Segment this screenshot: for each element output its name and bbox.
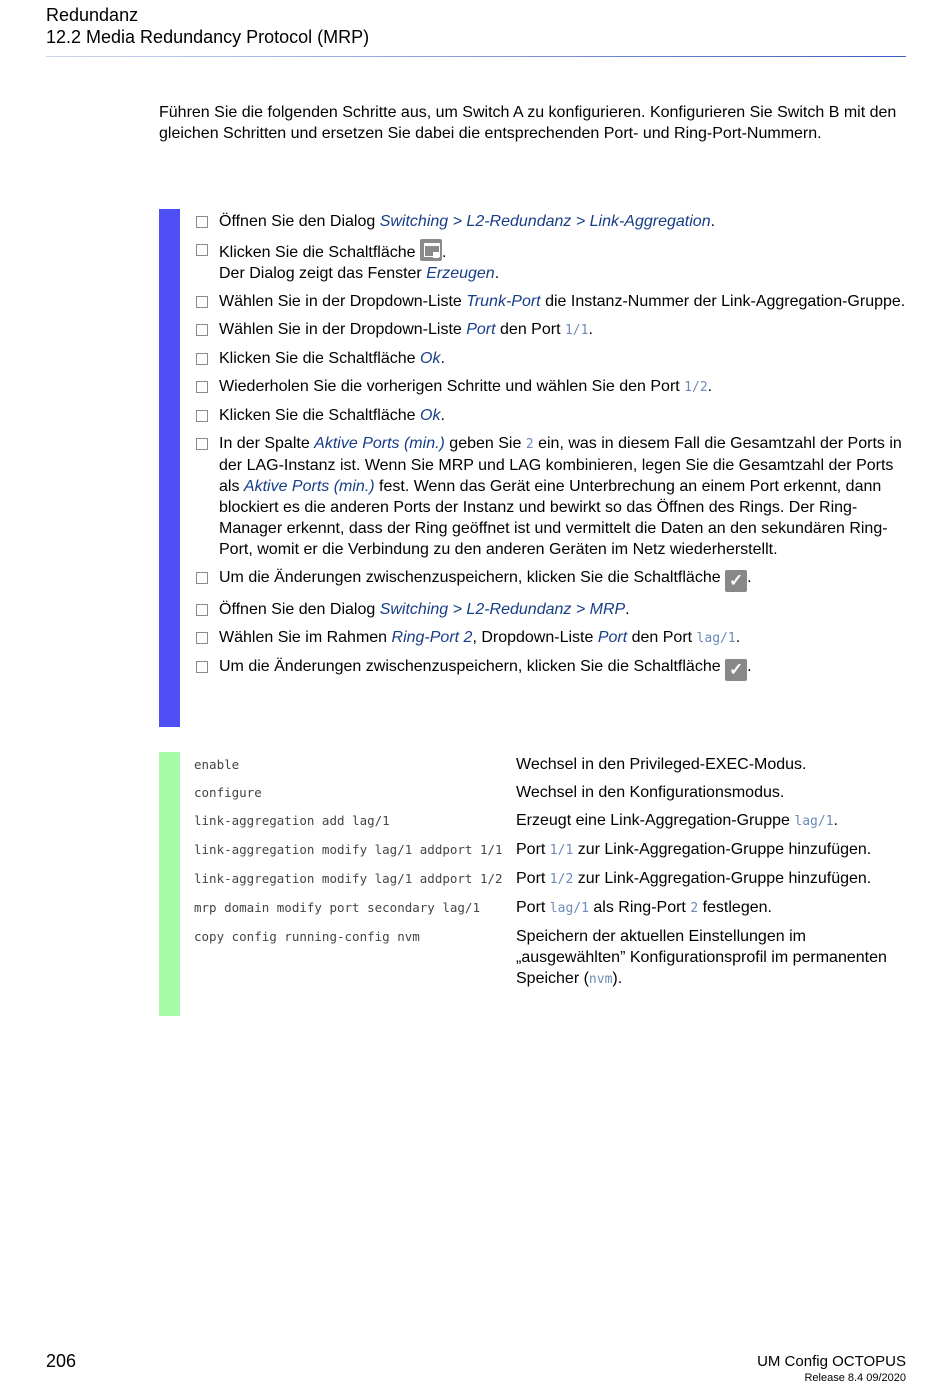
text-segment: Öffnen Sie den Dialog (219, 601, 380, 618)
cli-description (516, 782, 909, 803)
text-segment: Port (516, 841, 550, 858)
cli-command: configure (194, 785, 262, 800)
create-icon (420, 239, 442, 261)
page-number: 206 (46, 1351, 77, 1371)
text-segment: Klicken Sie die Schaltfläche (219, 350, 420, 367)
checkbox-icon (196, 324, 208, 336)
save-icon: ✓ (725, 570, 747, 592)
cli-row (194, 810, 909, 832)
cli-command: copy config running-config nvm (194, 929, 420, 944)
text-segment: Speichern der aktuellen Einstellungen im „ausgewählten” Konfigurationsprofil im permanenten Speicher ( (516, 928, 887, 987)
text-segment: Port (516, 899, 550, 916)
text-segment: Klicken Sie die Schaltfläche (219, 407, 420, 424)
code-value: lag/1 (696, 631, 736, 646)
section-title: 12.2 Media Redundancy Protocol (MRP) (46, 27, 370, 47)
step-item (196, 567, 911, 592)
cli-description (516, 897, 909, 919)
text-segment: Wählen Sie in der Dropdown-Liste (219, 321, 467, 338)
ui-reference: Ok (420, 350, 441, 367)
cli-description (516, 839, 909, 861)
step-item (196, 319, 911, 341)
step-item (196, 376, 911, 398)
text-segment: festlegen. (698, 899, 772, 916)
text-segment: . (747, 569, 752, 586)
intro-paragraph: Führen Sie die folgenden Schritte aus, um Switch A zu konfigurieren. Konfigurieren Sie Switch B mit den gleichen Schritten und ersetzen Sie dabei die entsprechenden Port- und Ring-Port-Nummern. (159, 104, 897, 142)
text-segment: ein, was in diesem Fall die Gesamtzahl der Ports in der LAG-Instanz ist. Wenn Sie MRP und LAG kombinieren, legen Sie die Gesamtzahl der Ports als (219, 435, 902, 495)
cli-description (516, 810, 909, 832)
text-segment: . (625, 601, 630, 618)
text-segment: zur Link-Aggregation-Gruppe hinzufügen. (573, 841, 872, 858)
cli-description (516, 754, 909, 775)
text-segment: Um die Änderungen zwischenzuspeichern, klicken Sie die Schaltfläche (219, 658, 726, 675)
code-value: 2 (690, 901, 699, 916)
checkbox-icon (196, 216, 208, 228)
text-segment: . (735, 629, 741, 646)
text-segment: Wechsel in den Privileged-EXEC-Modus. (516, 756, 807, 773)
text-segment: . (588, 321, 593, 338)
cli-row (194, 926, 909, 990)
ui-reference: Trunk-Port (466, 293, 541, 310)
text-segment: den Port (627, 629, 697, 646)
text-segment: In der Spalte (219, 435, 315, 452)
text-segment: . (707, 378, 713, 395)
cli-command: enable (194, 757, 240, 772)
code-value: lag/1 (794, 814, 834, 829)
text-segment: . (440, 407, 445, 424)
checkbox-icon (196, 604, 208, 616)
checkbox-icon (196, 632, 208, 644)
text-segment: Klicken Sie die Schaltfläche (219, 244, 420, 261)
cli-command: link-aggregation add lag/1 (194, 813, 390, 828)
text-segment: . (747, 658, 752, 675)
step-list (196, 211, 911, 688)
cli-command: link-aggregation modify lag/1 addport 1/1 (194, 842, 503, 857)
step-item (196, 211, 911, 232)
cli-row (194, 782, 909, 803)
checkbox-icon (196, 661, 208, 673)
cli-description (516, 868, 909, 890)
checkbox-icon (196, 353, 208, 365)
ui-reference: Port (597, 629, 628, 646)
step-item (196, 291, 911, 312)
cli-command: mrp domain modify port secondary lag/1 (194, 900, 480, 915)
checkbox-icon (196, 438, 208, 450)
step-item (196, 627, 911, 649)
ui-reference: Switching > L2-Redundanz > MRP (379, 601, 626, 618)
header-rule (46, 56, 906, 57)
cli-bar (159, 752, 180, 1016)
checkbox-icon (196, 410, 208, 422)
step-item (196, 656, 911, 681)
text-segment: ). (612, 970, 623, 987)
step-item (196, 599, 911, 620)
text-segment: . (494, 265, 500, 282)
checkbox-icon (196, 244, 208, 256)
text-segment: als Ring-Port (588, 899, 691, 916)
step-item (196, 405, 911, 426)
code-value: 2 (525, 437, 534, 452)
checkbox-icon (196, 381, 208, 393)
text-segment: Der Dialog zeigt das Fenster (219, 265, 427, 282)
step-item (196, 239, 911, 284)
checkbox-icon (196, 572, 208, 584)
checkbox-icon (196, 296, 208, 308)
text-segment: den Port (495, 321, 565, 338)
text-segment: geben Sie (444, 435, 526, 452)
cli-row (194, 868, 909, 890)
ui-reference: Ok (420, 407, 441, 424)
code-value: 1/2 (684, 380, 708, 395)
text-segment: Wechsel in den Konfigurationsmodus. (516, 784, 785, 801)
cli-row (194, 897, 909, 919)
save-icon: ✓ (725, 659, 747, 681)
instructions-bar (159, 209, 180, 727)
ui-reference: Aktive Ports (min.) (314, 435, 445, 452)
code-value: 1/1 (564, 323, 589, 338)
code-value: lag/1 (549, 901, 589, 916)
ui-reference: Port (466, 321, 496, 338)
text-segment: die Instanz-Nummer der Link-Aggregation-Gruppe. (540, 293, 906, 310)
ui-reference: Switching > L2-Redundanz > Link-Aggregation (379, 213, 711, 230)
cli-command-table (194, 754, 909, 997)
manual-name: UM Config OCTOPUS (757, 1353, 906, 1370)
text-segment: . (710, 213, 716, 230)
step-item (196, 433, 911, 560)
code-value: 1/1 (549, 843, 574, 858)
text-segment: Erzeugt eine Link-Aggregation-Gruppe (516, 812, 795, 829)
text-segment: . (833, 812, 838, 829)
cli-row (194, 754, 909, 775)
release-info: Release 8.4 09/2020 (804, 1372, 906, 1384)
ui-reference: Aktive Ports (min.) (243, 478, 375, 495)
text-segment: . (440, 350, 445, 367)
ui-reference: Erzeugen (426, 265, 495, 282)
text-segment: Um die Änderungen zwischenzuspeichern, klicken Sie die Schaltfläche (219, 569, 726, 586)
cli-command: link-aggregation modify lag/1 addport 1/2 (194, 871, 503, 886)
text-segment: Öffnen Sie den Dialog (219, 213, 380, 230)
chapter-title: Redundanz (46, 5, 139, 25)
text-segment: zur Link-Aggregation-Gruppe hinzufügen. (573, 870, 872, 887)
text-segment: Wiederholen Sie die vorherigen Schritte und wählen Sie den Port (219, 378, 685, 395)
ui-reference: Ring-Port 2 (391, 629, 473, 646)
text-segment: Wählen Sie im Rahmen (219, 629, 392, 646)
step-item (196, 348, 911, 369)
text-segment: Port (516, 870, 550, 887)
text-segment: fest. Wenn das Gerät eine Unterbrechung an einem Port erkennt, dann blockiert es die anderen Ports der Instanz und bewirkt so das Öffnen des Rings. Der Ring-Manager erkennt, dass der Ring geöffnet ist und vermittelt die Daten an den sekundären Ring-Port, womit er die Verbindung zu den anderen Geräten im Netz wiederherstellt. (219, 478, 888, 558)
text-segment: Wählen Sie in der Dropdown-Liste (219, 293, 467, 310)
code-value: nvm (588, 972, 613, 987)
cli-row (194, 839, 909, 861)
code-value: 1/2 (549, 872, 574, 887)
cli-description (516, 926, 909, 990)
text-segment: . (442, 244, 447, 261)
text-segment: , Dropdown-Liste (472, 629, 598, 646)
